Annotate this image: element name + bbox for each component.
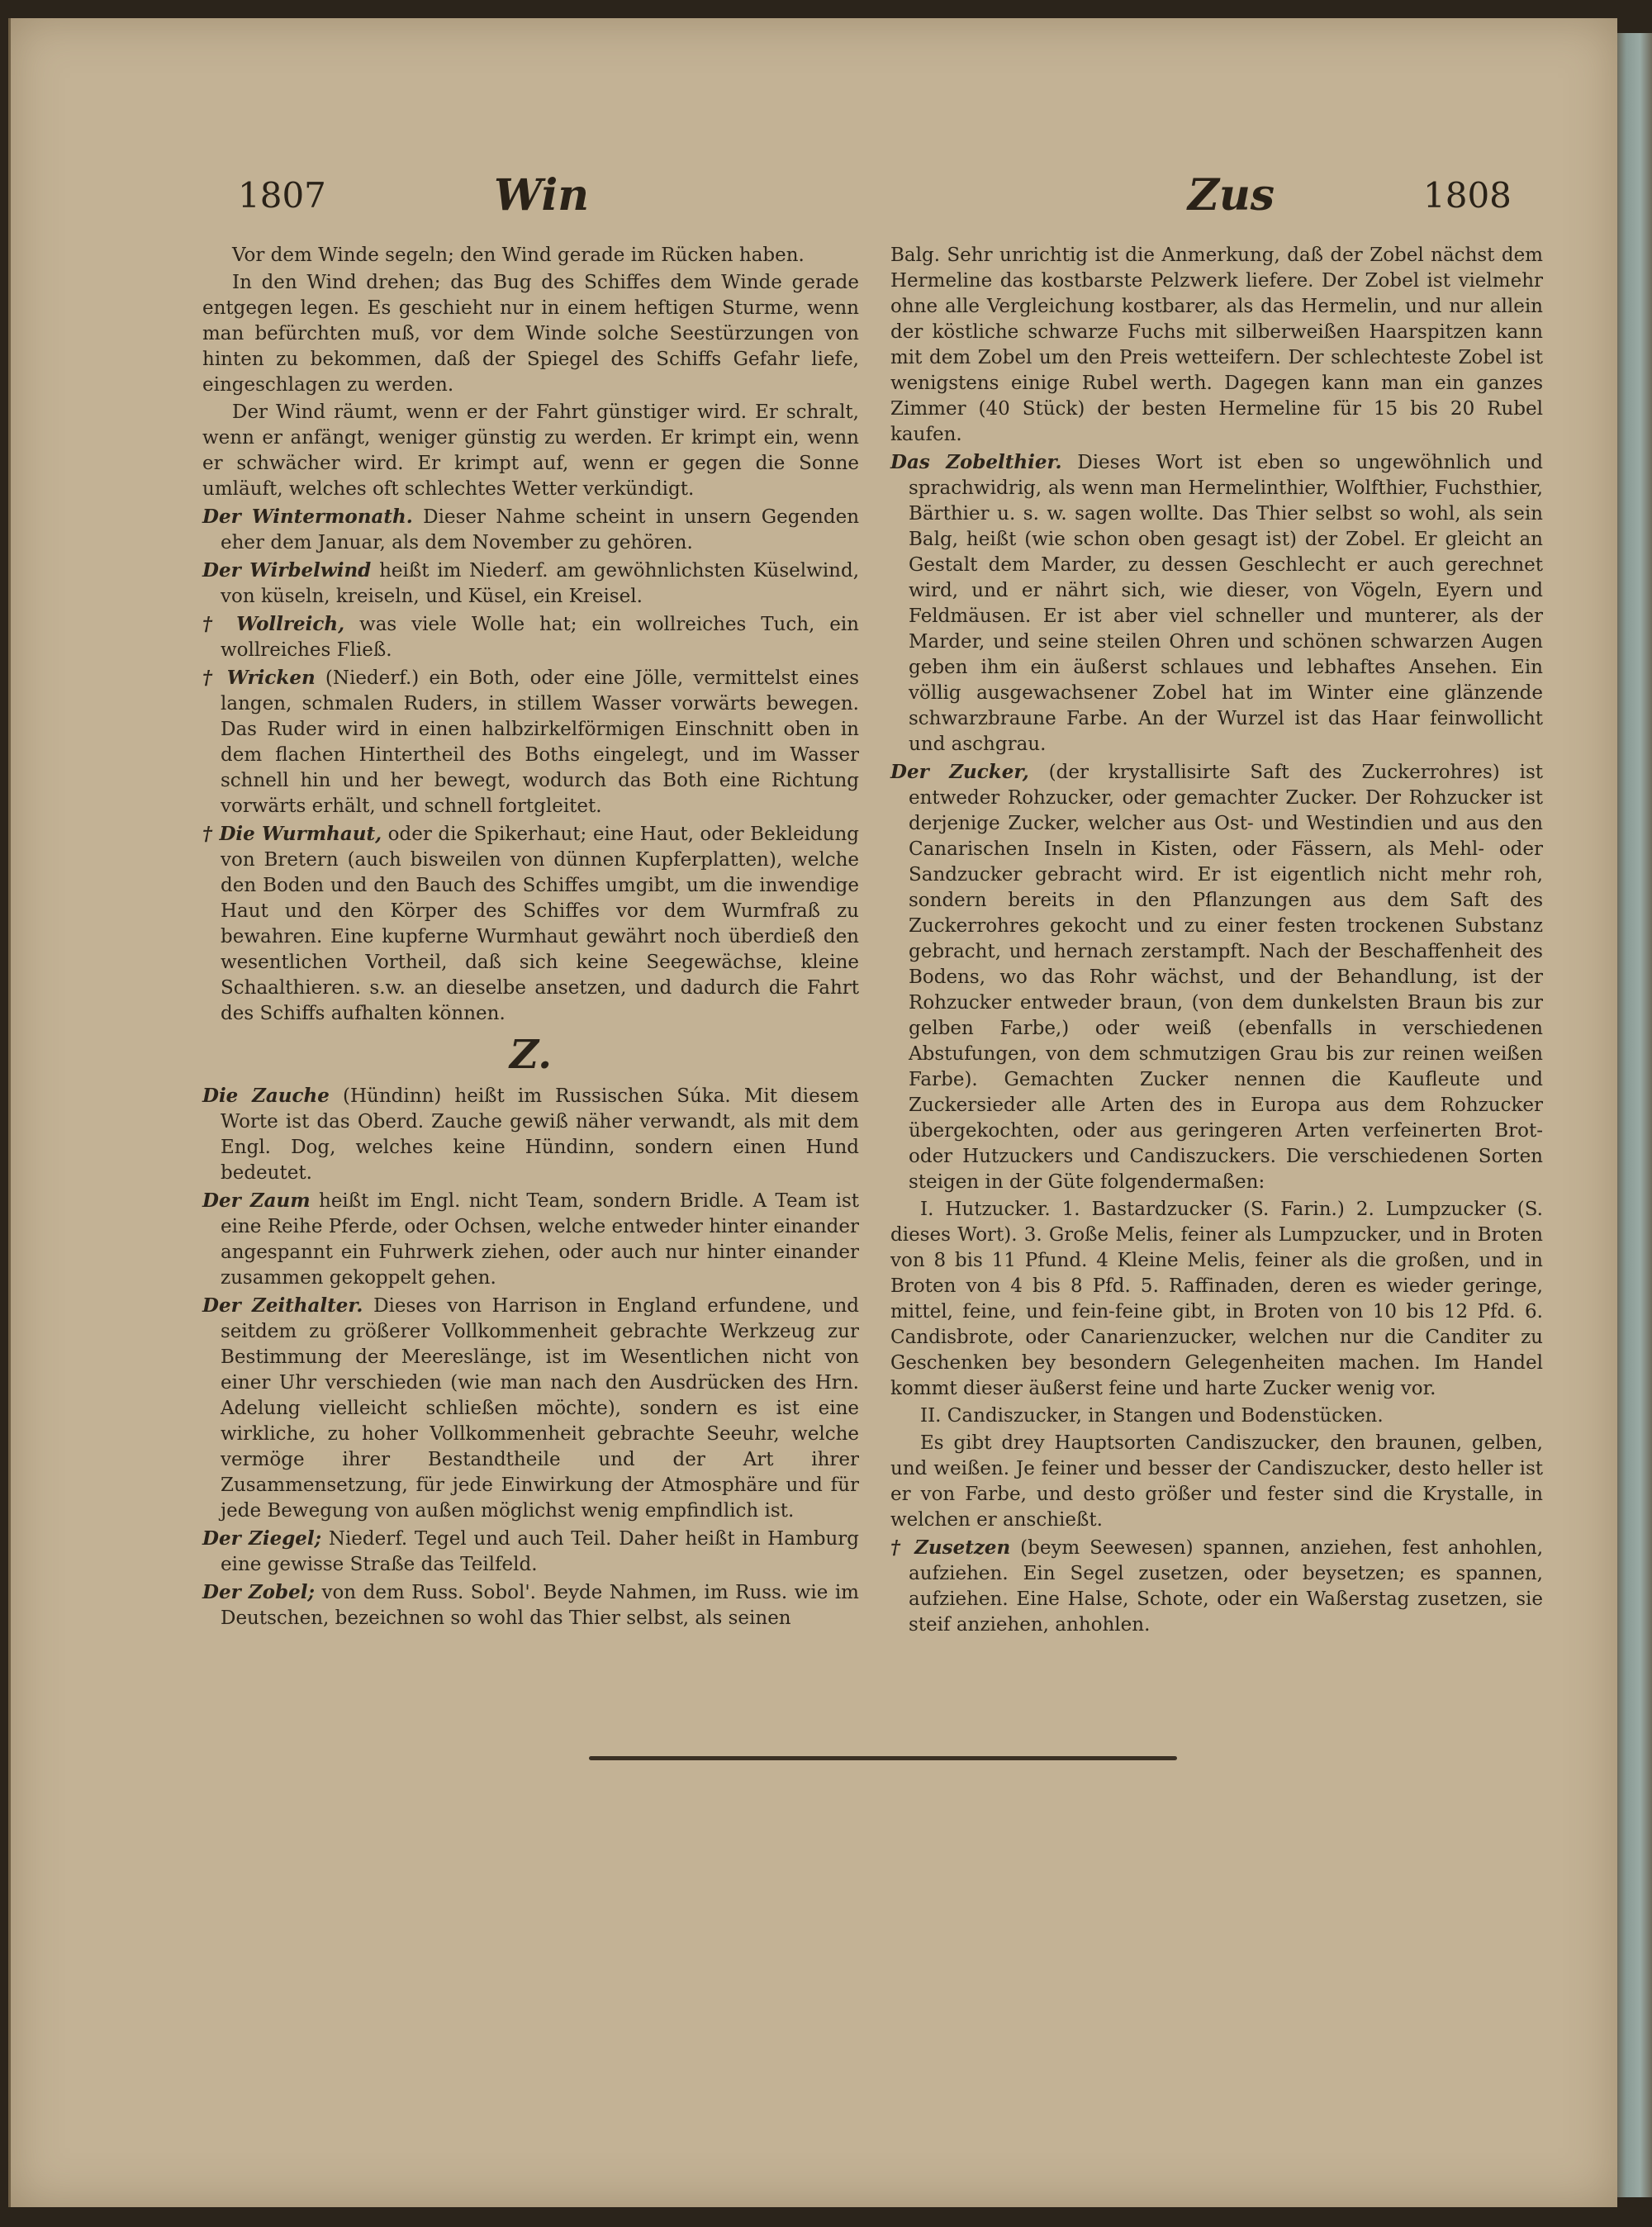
headword: Der Ziegel; (202, 1527, 322, 1550)
paragraph: II. Candiszucker, in Stangen und Bodenstücken. (920, 1405, 1384, 1427)
headword: Der Wintermonath. (202, 506, 413, 528)
book-page (8, 18, 1617, 2207)
page-edge (1612, 33, 1652, 2197)
page-header (11, 170, 1617, 233)
running-head-right: Zus (1188, 170, 1275, 221)
dictionary-entry (202, 504, 859, 556)
entry-text: Dieser Nahme scheint in unsern Gegenden eher dem Januar, als dem November zu gehören. (221, 506, 860, 553)
headword: Die Zauche (202, 1085, 330, 1107)
headword: † Zusetzen (890, 1536, 1011, 1559)
headword: Das Zobelthier. (890, 451, 1062, 473)
dictionary-entry (890, 449, 1543, 757)
entry-text: (beym Seewesen) spannen, anziehen, fest anhohlen, aufziehen. Ein Segel zusetzen, oder beysetzen; es spannen, aufziehen. Eine Halse, Schote, oder ein Waßerstag zusetzen, sie steif anziehen, anhohlen. (909, 1537, 1544, 1636)
headword: † Die Wurmhaut, (202, 823, 382, 845)
dictionary-entry (202, 1188, 859, 1291)
entry-text: was viele Wolle hat; ein wollreiches Tuch, ein wollreiches Fließ. (221, 614, 859, 661)
paragraph: In den Wind drehen; das Bug des Schiffes dem Winde gerade entgegen legen. Es geschieht nur in einem heftigen Sturme, wenn man befürchten muß, vor dem Winde solche Seestürzungen von hinten zu bekommen, daß der Spiegel des Schiffs Gefahr liefe, eingeschlagen zu werden. (202, 272, 859, 396)
dictionary-entry (202, 1526, 859, 1578)
dictionary-entry (890, 1535, 1543, 1638)
entry-text: Dieses Wort ist eben so ungewöhnlich und sprachwidrig, als wenn man Hermelinthier, Wolfthier, Fuchsthier, Bärthier u. s. w. sagen wollte. Das Thier selbst so wohl, als sein Balg, heißt (wie schon oben gesagt ist) der Zobel. Er gleicht an Gestalt dem Marder, zu dessen Geschlecht er auch gerechnet wird, und er nährt sich, wie dieser, von Vögeln, Eyern und Feldmäusen. Er ist aber viel schneller und munterer, als der Marder, und seine steilen Ohren und schönen schwarzen Augen geben ihm ein äußerst schlaues und lebhaftes Ansehen. Ein völlig ausgewachsener Zobel hat im Winter eine glänzende schwarzbraune Farbe. An der Wurzel ist das Haar feinwollicht und aschgrau. (909, 452, 1544, 755)
paragraph: Balg. Sehr unrichtig ist die Anmerkung, daß der Zobel nächst dem Hermeline das kostbarste Pelzwerk liefere. Der Zobel ist vielmehr ohne alle Vergleichung kostbarer, als das Hermelin, und nur allein der köstliche schwarze Fuchs mit silberweißen Haarspitzen kann mit dem Zobel um den Preis wetteifern. Der schlechteste Zobel ist wenigstens einige Rubel werth. Dagegen kann man ein ganzes Zimmer (40 Stück) der besten Hermeline für 15 bis 20 Rubel kaufen. (890, 245, 1543, 445)
dictionary-entry (202, 1083, 859, 1186)
entry-text: (Niederf.) ein Both, oder eine Jölle, vermittelst eines langen, schmalen Ruders, in stillem Wasser vorwärts bewegen. Das Ruder wird in einen halbzirkelförmigen Einschnitt oben in dem flachen Hintertheil des Boths eingelegt, und im Wasser schnell hin und her bewegt, wodurch das Both eine Richtung vorwärts erhält, und schnell fortgleitet. (221, 667, 859, 817)
headword: Der Zobel; (202, 1581, 315, 1603)
dictionary-entry (202, 611, 859, 663)
section-letter: Z. (510, 1032, 552, 1078)
dictionary-entry (202, 1579, 859, 1631)
entry-text: Niederf. Tegel und auch Teil. Daher heißt in Hamburg eine gewisse Straße das Teilfeld. (221, 1528, 860, 1575)
entry-text: heißt im Engl. nicht Team, sondern Bridle. A Team ist eine Reihe Pferde, oder Ochsen, welche entweder hinter einander angespannt ein Fuhrwerk ziehen, oder auch nur hinter einander zusammen gekoppelt gehen. (221, 1190, 859, 1289)
headword: Der Zeithalter. (202, 1294, 363, 1317)
paragraph: Vor dem Winde segeln; den Wind gerade im Rücken haben. (232, 245, 805, 266)
entry-text: Dieses von Harrison in England erfundene, und seitdem zu größerer Vollkommenheit gebrachte Werkzeug zur Bestimmung der Meereslänge, ist im Wesentlichen nicht von einer Uhr verschieden (wie man nach den Ausdrücken des Hrn. Adelung vielleicht schließen möchte), sondern es ist eine wirkliche, zu hoher Vollkommenheit gebrachte Seeuhr, welche vermöge ihrer Bestandtheile und der Art ihrer Zusammensetzung, für jede Einwirkung der Atmosphäre und für jede Bewegung von außen möglichst wenig empfindlich ist. (221, 1295, 860, 1522)
paragraph: Es gibt drey Hauptsorten Candiszucker, den braunen, gelben, und weißen. Je feiner und besser der Candiszucker, desto heller ist er von Farbe, und desto größer und fester sind die Krystalle, in welchen er anschießt. (890, 1432, 1543, 1531)
left-column (202, 243, 859, 1633)
end-rule (589, 1756, 1177, 1760)
dictionary-entry (202, 665, 859, 819)
headword: Der Wirbelwind (202, 559, 372, 582)
headword: † Wollreich, (202, 613, 345, 635)
paragraph: I. Hutzucker. 1. Bastardzucker (S. Farin.) 2. Lumpzucker (S. dieses Wort). 3. Große Melis, feiner als Lumpzucker, und in Broten von 8 bis 11 Pfund. 4 Kleine Melis, feiner als die großen, und in Broten von 4 bis 8 Pfd. 5. Raffinaden, deren es wieder geringe, mittel, feine, und fein-feine gibt, in Broten von 10 bis 12 Pfd. 6. Candisbrote, oder Canarienzucker, welchen nur die Canditer zu Geschenken bey besondern Gelegenheiten machen. Im Handel kommt dieser äußerst feine und harte Zucker wenig vor. (890, 1199, 1543, 1399)
entry-text: (Hündinn) heißt im Russischen Súka. Mit diesem Worte ist das Oberd. Zauche gewiß näher verwandt, als mit dem Engl. Dog, welches keine Hündinn, sondern einen Hund bedeutet. (221, 1085, 859, 1184)
headword: Der Zaum (202, 1189, 311, 1212)
headword: † Wricken (202, 667, 316, 689)
entry-text: (der krystallisirte Saft des Zuckerrohres) ist entweder Rohzucker, oder gemachter Zucker. Der Rohzucker ist derjenige Zucker, welcher aus Ost- und Westindien und aus den Canarischen Inseln in Kisten, oder Fässern, als Mehl- oder Sandzucker gebracht wird. Er ist eigentlich nicht mehr roh, sondern bereits in den Pflanzungen aus dem Saft des Zuckerrohres gekocht und zu einer festen trockenen Substanz gebracht, und hernach zerstampft. Nach der Beschaffenheit des Bodens, wo das Rohr wächst, und der Behandlung, ist der Rohzucker entweder braun, (von dem dunkelsten Braun bis zur gelben Farbe,) oder weiß (ebenfalls in verschiedenen Abstufungen, von dem schmutzigen Grau bis zur reinen weißen Farbe). Gemachten Zucker nennen die Kaufleute und Zuckersieder alle Arten des in Europa aus dem Rohzucker übergekochten, oder aus geringeren Arten verfeinerten Brot- oder Hutzuckers und Candiszuckers. Die verschiedenen Sorten steigen in der Güte folgendermaßen: (909, 762, 1544, 1193)
headword: Der Zucker, (890, 761, 1029, 783)
running-head-left: Win (494, 170, 590, 221)
entry-text: oder die Spikerhaut; eine Haut, oder Bekleidung von Bretern (auch bisweilen von dünnen Kupferplatten), welche den Boden und den Bauch des Schiffes umgibt, um die inwendige Haut und den Körper des Schiffes vor dem Wurmfraß zu bewahren. Eine kupferne Wurmhaut gewährt noch überdieß den wesentlichen Vortheil, daß sich keine Seegewächse, kleine Schaalthieren. s.w. an dieselbe ansetzen, und dadurch die Fahrt des Schiffs aufhalten können. (221, 824, 859, 1024)
entry-text: von dem Russ. Sobol'. Beyde Nahmen, im Russ. wie im Deutschen, bezeichnen so wohl das Thier selbst, als seinen (221, 1582, 859, 1629)
dictionary-entry (890, 759, 1543, 1195)
paragraph: Der Wind räumt, wenn er der Fahrt günstiger wird. Er schralt, wenn er anfängt, weniger günstig zu werden. Er krimpt ein, wenn er schwächer wird. Er krimpt auf, wenn er gegen die Sonne umläuft, welches oft schlechtes Wetter verkündigt. (202, 401, 859, 500)
right-column (890, 243, 1543, 1640)
dictionary-entry (202, 821, 859, 1027)
entry-text: heißt im Niederf. am gewöhnlichsten Küselwind, von küseln, kreiseln, und Küsel, ein Kreisel. (221, 560, 860, 607)
dictionary-entry (202, 1293, 859, 1524)
dictionary-entry (202, 558, 859, 610)
column-number-right: 1808 (1423, 175, 1512, 216)
column-number-left: 1807 (238, 175, 326, 216)
